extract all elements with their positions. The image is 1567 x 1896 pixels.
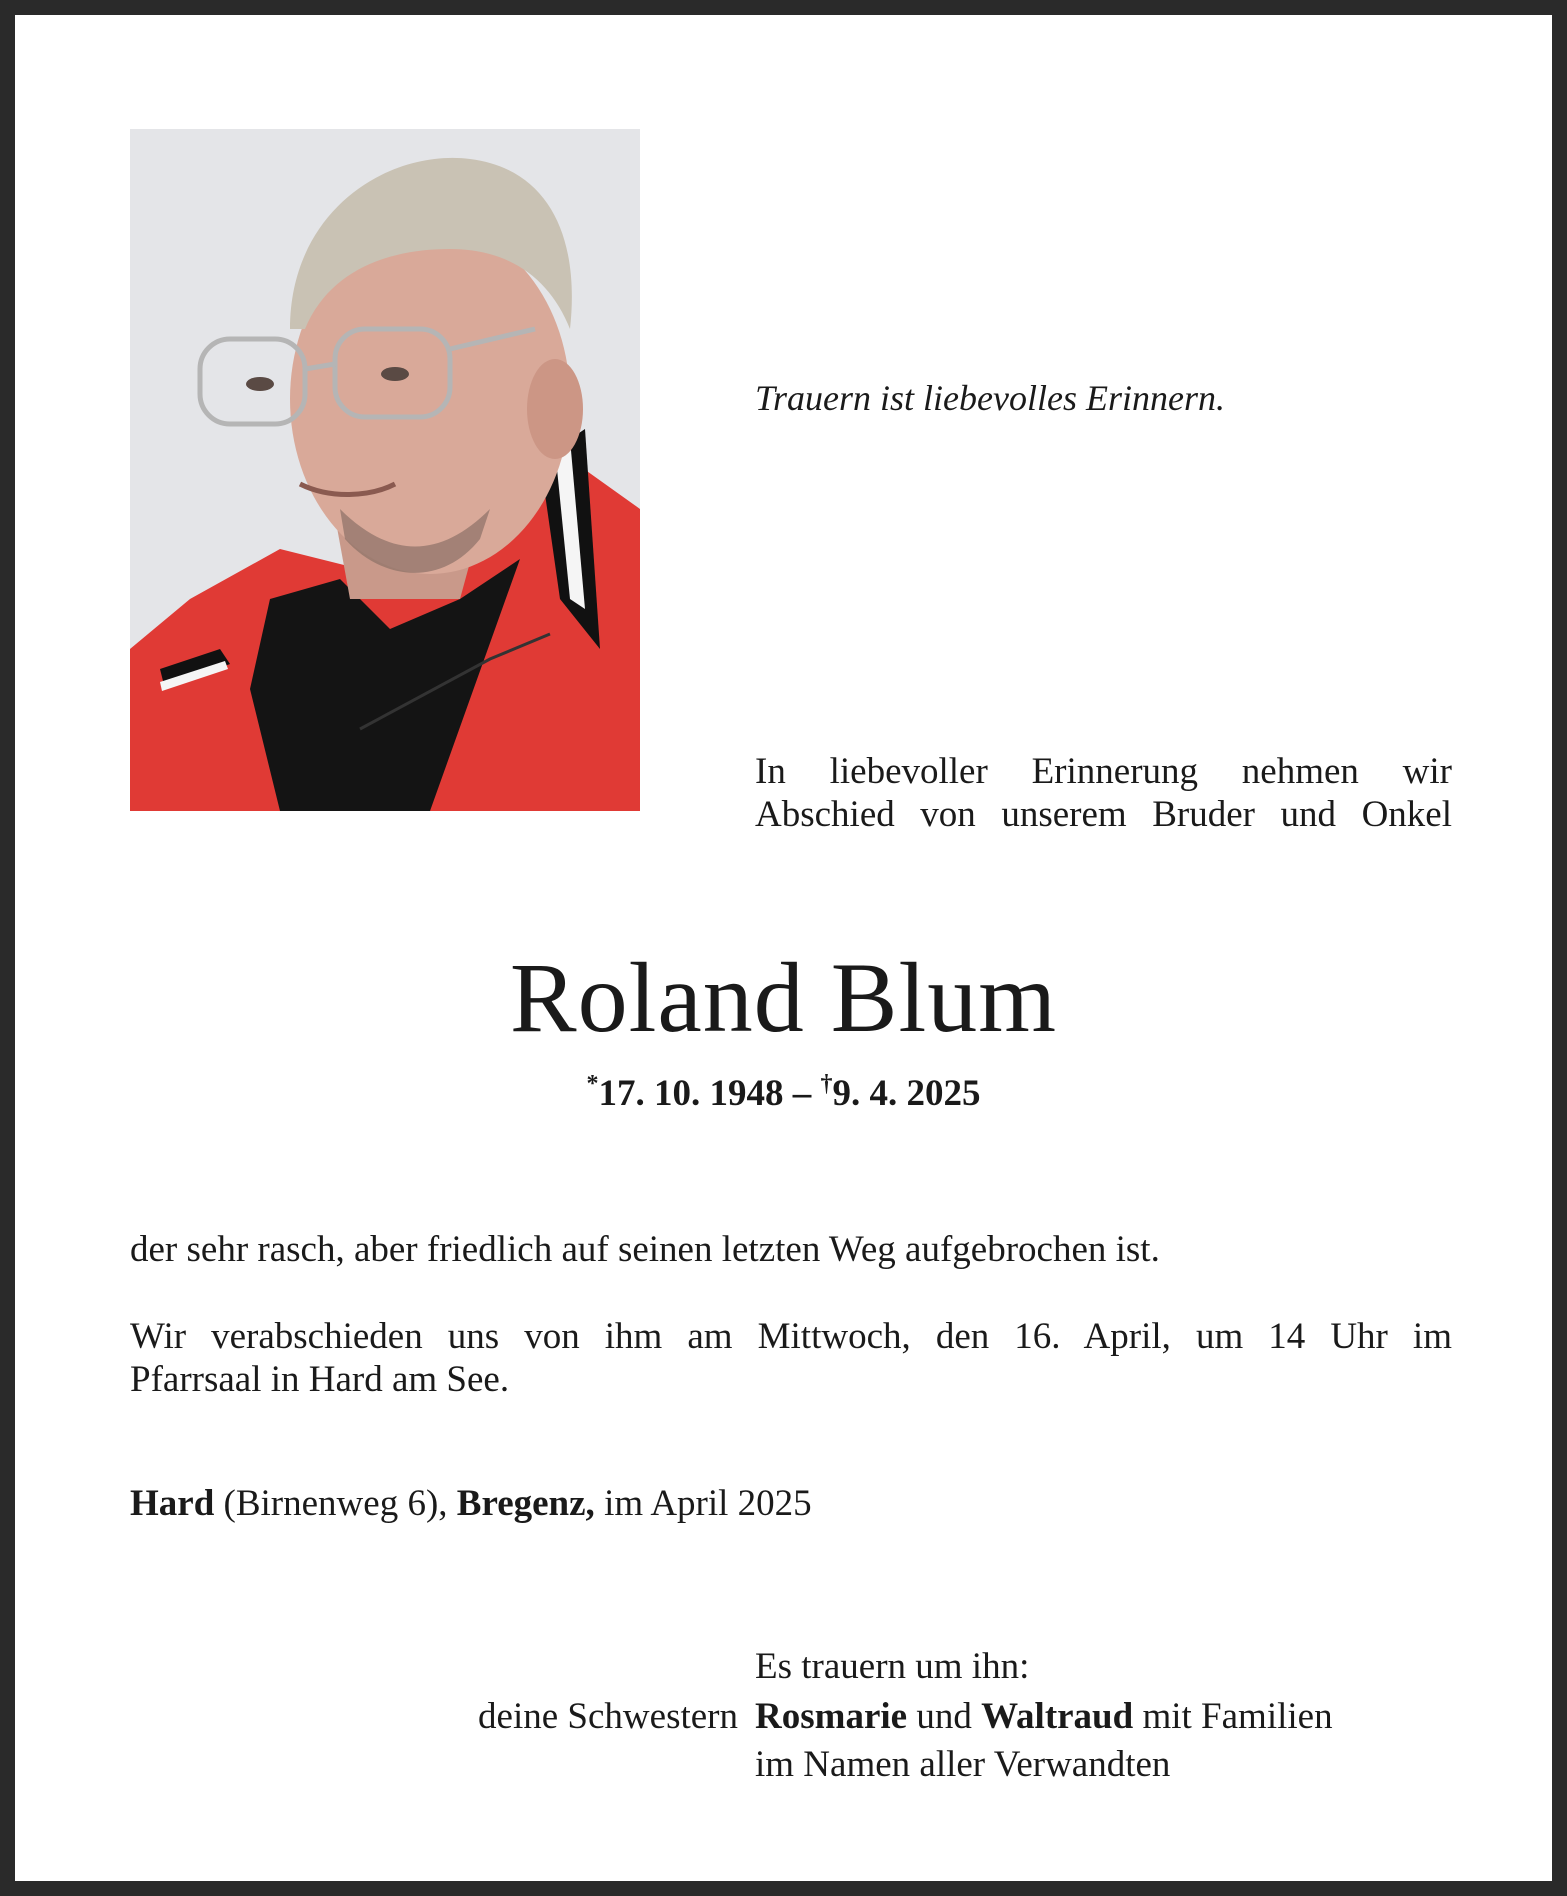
birth-date: 17. 10. 1948 [598, 1073, 784, 1114]
life-dates [15, 1071, 1552, 1115]
body-paragraph-1: der sehr rasch, aber friedlich auf seinen letzten Weg aufgebrochen ist. [130, 1229, 1160, 1270]
date-separator: – [783, 1073, 821, 1114]
town-hard: Hard [130, 1483, 215, 1524]
address: (Birnenweg 6), [214, 1483, 457, 1524]
mourners-suffix: mit Familien [1133, 1696, 1333, 1737]
deceased-name: Roland Blum [509, 942, 1058, 1053]
mourners-and: und [907, 1696, 982, 1737]
body-paragraph-2-line-1: Wir verabschieden uns von ihm am Mittwoch, den 16. April, um 14 Uhr im [130, 1316, 1452, 1357]
body-paragraph-2 [130, 1315, 1452, 1401]
death-date: 9. 4. 2025 [832, 1073, 981, 1114]
mourners-prefix: deine Schwestern [478, 1696, 738, 1737]
place-date: im April 2025 [594, 1483, 812, 1524]
intro-text [755, 750, 1452, 836]
mourners-names [755, 1695, 1333, 1738]
mourner-waltraud: Waltraud [981, 1696, 1134, 1737]
mourner-rosmarie: Rosmarie [755, 1696, 908, 1737]
mourners-last-line: im Namen aller Verwandten [755, 1744, 1171, 1785]
motto-text: Trauern ist liebevolles Erinnern. [755, 378, 1225, 418]
obituary-notice [15, 15, 1552, 1881]
mourners-heading: Es trauern um ihn: [755, 1646, 1030, 1687]
death-symbol: † [820, 1071, 833, 1097]
place-date-line [130, 1482, 812, 1525]
body-paragraph-2-line-2: Pfarrsaal in Hard am See. [130, 1359, 510, 1400]
town-bregenz: Bregenz, [456, 1483, 595, 1524]
intro-line-1: In liebevoller Erinnerung nehmen wir [755, 751, 1452, 792]
birth-symbol: * [586, 1071, 599, 1097]
intro-line-2: Abschied von unserem Bruder und Onkel [755, 794, 1452, 835]
portrait-photo [130, 129, 640, 811]
